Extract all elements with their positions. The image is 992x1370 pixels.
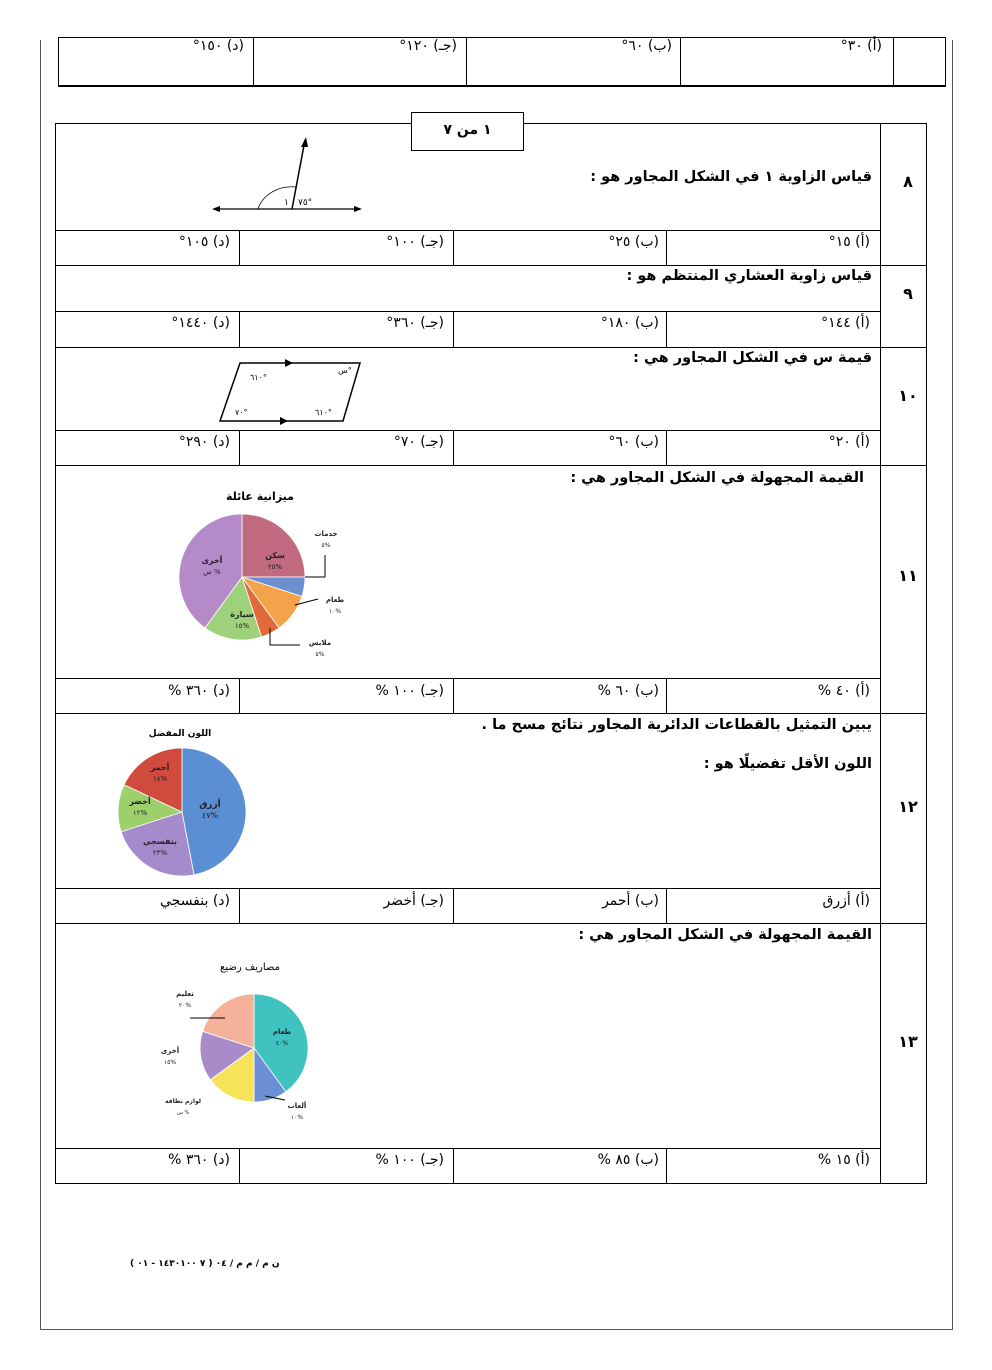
q9-text: قياس زاوية العشاري المنتظم هو :	[626, 268, 872, 284]
pie3-slice-value: ١٥%	[163, 1059, 177, 1066]
q8-option-a[interactable]: (أ) ١٥°	[828, 234, 870, 250]
top-options-row	[58, 37, 946, 87]
q9-number: ٩	[903, 284, 913, 303]
q9-option-d[interactable]: (د) ١٤٤٠°	[171, 315, 230, 331]
pie2-slice-label: بنفسجي	[142, 837, 178, 846]
top-option-d[interactable]: (د) ١٥٠°	[192, 38, 244, 54]
pie1-slice-value: س %	[203, 568, 221, 576]
q10-label-br: ٦١٠°	[315, 408, 332, 417]
pie2-title: اللون المفضل	[148, 729, 212, 739]
q11-option-a[interactable]: (أ) ٤٠ %	[817, 683, 870, 699]
pie1-slice-value: ١٠%	[328, 608, 342, 615]
pie3-slice-label: ألعاب	[287, 1102, 307, 1110]
pie2-slice-value: ٢٣%	[152, 849, 168, 857]
top-option-c[interactable]: (جـ) ١٢٠°	[399, 38, 457, 54]
q11-option-c[interactable]: (جـ) ١٠٠ %	[375, 683, 444, 699]
pie1-slice-value: ١٥%	[234, 622, 250, 630]
q10-option-d[interactable]: (د) ٢٩٠°	[178, 434, 230, 450]
pie2-slice-value: ٤٧%	[201, 811, 219, 820]
q8-text: قياس الزاوية ١ في الشكل المجاور هو :	[590, 169, 872, 185]
q12-option-a[interactable]: (أ) أزرق	[822, 893, 870, 909]
q13-option-a[interactable]: (أ) ١٥ %	[817, 1152, 870, 1168]
pie2-slice-value: ١٨%	[152, 775, 168, 783]
q12-pie-chart	[110, 722, 260, 882]
q10-label-tl: ٦١٠°	[250, 373, 267, 382]
pie1-title: ميزانية عائلة	[226, 490, 294, 503]
pie1-slice-label: خدمات	[314, 530, 338, 538]
q10-parallelogram-figure	[215, 355, 365, 427]
q8-number: ٨	[903, 172, 913, 191]
q11-pie-chart	[160, 480, 375, 670]
top-option-a[interactable]: (أ) ٣٠°	[840, 38, 882, 54]
pie3-slice-value: ٢٠%	[178, 1002, 192, 1009]
q10-label-bl: ٧٠°	[235, 408, 248, 417]
top-option-b[interactable]: (ب) ٦٠°	[621, 38, 672, 54]
q12-option-b[interactable]: (ب) أحمر	[602, 893, 659, 909]
q9-option-c[interactable]: (جـ) ٣٦٠°	[386, 315, 444, 331]
pie1-slice-label: طعام	[325, 596, 345, 604]
pie3-slice-label: أخرى	[160, 1047, 180, 1055]
pie3-slice-label: لوازم نظافة	[165, 1098, 201, 1105]
q13-pie-chart	[145, 948, 345, 1133]
q11-option-d[interactable]: (د) ٣٦٠ %	[168, 683, 230, 699]
q9-option-b[interactable]: (ب) ١٨٠°	[600, 315, 659, 331]
pie2-slice-label: أزرق	[199, 800, 221, 810]
pie1-slice-label: ملابس	[308, 639, 332, 647]
q8-option-d[interactable]: (د) ١٠٥°	[178, 234, 230, 250]
q10-option-b[interactable]: (ب) ٦٠°	[608, 434, 659, 450]
pie3-slice-value: ٤٠%	[275, 1040, 289, 1047]
pie1-slice-value: ٥%	[315, 651, 325, 658]
q12-number: ١٢	[898, 797, 918, 816]
q10-text: قيمة س في الشكل المجاور هي :	[633, 350, 872, 366]
q13-option-b[interactable]: (ب) ٨٥ %	[597, 1152, 659, 1168]
q11-option-b[interactable]: (ب) ٦٠ %	[597, 683, 659, 699]
pie3-slice-value: ١٠%	[290, 1114, 304, 1121]
q11-text: القيمة المجهولة في الشكل المجاور هي :	[570, 470, 864, 486]
pie2-slice-value: ١٢%	[132, 809, 148, 817]
q11-number: ١١	[898, 566, 918, 585]
pie3-slice-value: س %	[176, 1110, 190, 1116]
q12-option-c[interactable]: (جـ) أخضر	[383, 893, 444, 909]
q10-number: ١٠	[898, 386, 918, 405]
q12-text: يبين التمثيل بالقطاعات الدائرية المجاور نتائج مسح ما .	[481, 717, 872, 733]
pie2-slice-label: أحمر	[150, 763, 170, 772]
q10-label-x: س°	[338, 366, 352, 375]
q10-option-c[interactable]: (جـ) ٧٠°	[393, 434, 444, 450]
q13-number: ١٣	[898, 1032, 918, 1051]
pie1-slice-label: سكن	[265, 551, 285, 560]
pie2-slice-label: أخضر	[129, 797, 151, 806]
q8-angle1-label: ١	[284, 198, 289, 208]
q10-option-a[interactable]: (أ) ٢٠°	[828, 434, 870, 450]
pie3-slice-label: تعليم	[176, 990, 194, 998]
q12-option-d[interactable]: (د) بنفسجي	[159, 893, 230, 909]
pie1-slice-label: سيارة	[230, 610, 254, 619]
pie1-slice-value: ٥%	[321, 542, 331, 549]
q8-angle-figure	[210, 135, 370, 220]
q13-text: القيمة المجهولة في الشكل المجاور هي :	[578, 927, 872, 943]
pie1-slice-value: ٢٥%	[267, 563, 283, 571]
q8-option-b[interactable]: (ب) ٢٥°	[608, 234, 659, 250]
q13-option-c[interactable]: (جـ) ١٠٠ %	[375, 1152, 444, 1168]
pie1-leader-services	[305, 555, 325, 577]
pie3-slice-label: طعام	[272, 1028, 292, 1036]
footer-code: ن م / م م / ٠٤ ( ٧ ١٤٣٠١٠٠ - ٠١ )	[130, 1259, 280, 1269]
q12-text2: اللون الأقل تفضيلًا هو :	[703, 756, 872, 772]
q9-option-a[interactable]: (أ) ١٤٤°	[821, 315, 870, 331]
pie1-slice-label: أخرى	[201, 556, 223, 565]
q13-option-d[interactable]: (د) ٣٦٠ %	[168, 1152, 230, 1168]
page-number: ١ من ٧	[411, 112, 524, 151]
q8-angle2-label: ٧٥°	[298, 198, 313, 208]
pie3-title: مصاريف رضيع	[220, 962, 280, 973]
q8-option-c[interactable]: (جـ) ١٠٠°	[386, 234, 444, 250]
